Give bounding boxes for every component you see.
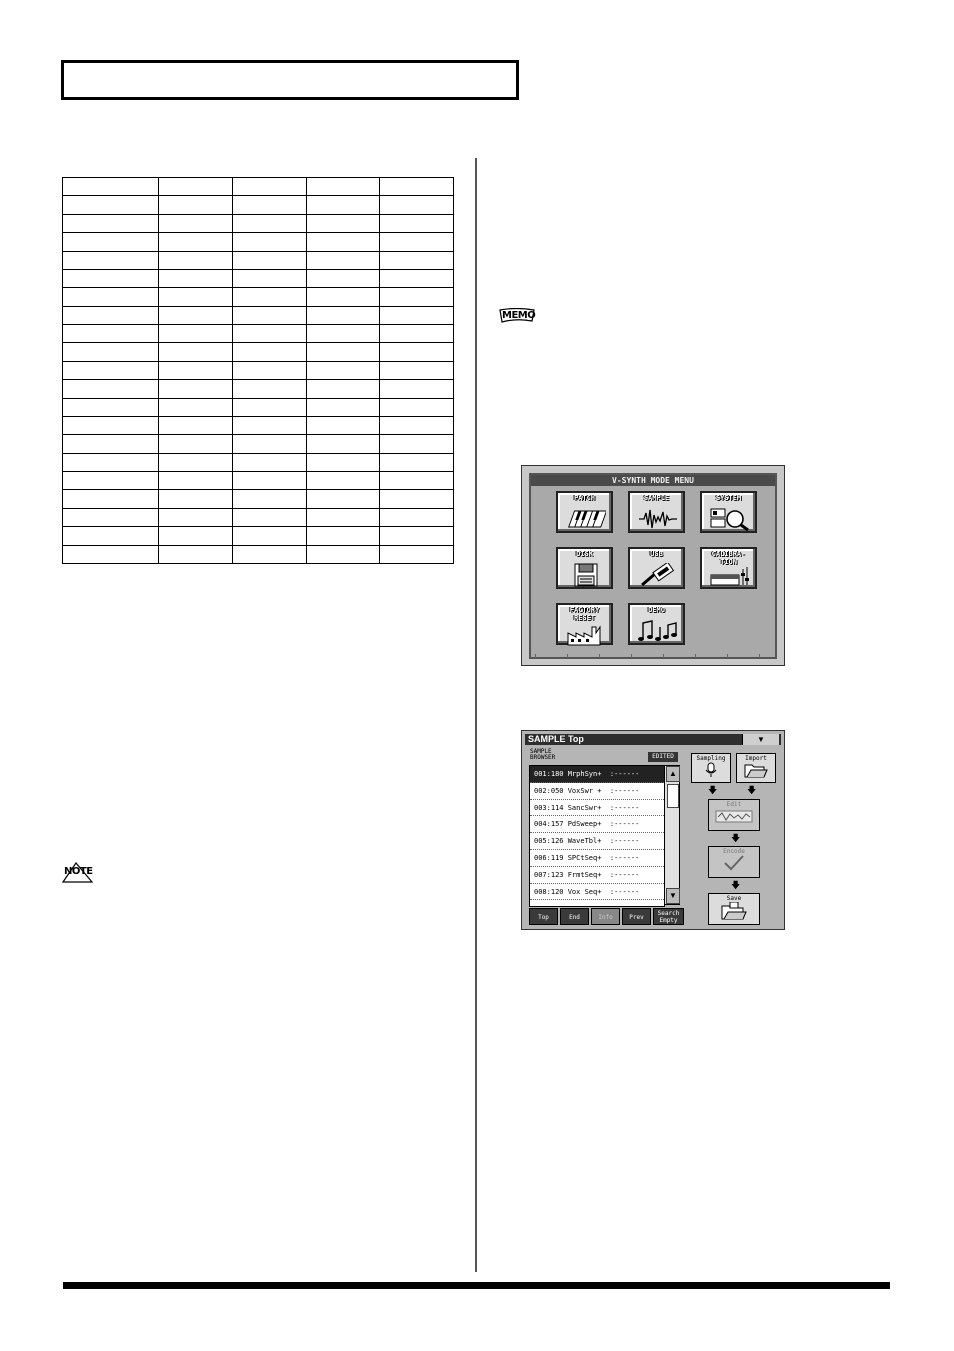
table-cell [159, 508, 233, 526]
table-row [63, 196, 454, 214]
usb-plug-icon [638, 563, 678, 587]
table-cell [380, 196, 454, 214]
save-label: Save [726, 895, 742, 902]
table-cell [63, 435, 159, 453]
sample-browser-label: SAMPLE BROWSER [530, 748, 556, 761]
table-cell [306, 343, 380, 361]
table-cell [306, 435, 380, 453]
table-cell [232, 325, 306, 343]
tab-prev[interactable]: Prev [622, 908, 651, 925]
table-cell [306, 214, 380, 232]
table-cell [63, 306, 159, 324]
table-cell [232, 527, 306, 545]
table-cell [159, 178, 233, 196]
table-row [63, 435, 454, 453]
table-cell [306, 398, 380, 416]
calibration-label: CALIBRA- TION [711, 550, 746, 566]
sample-list-item[interactable]: 001:180 MrphSyn+ :------ [530, 766, 664, 783]
table-cell [380, 214, 454, 232]
table-cell [159, 361, 233, 379]
table-cell [159, 527, 233, 545]
sample-tab-bar [529, 908, 683, 925]
table-cell [380, 508, 454, 526]
table-cell [159, 214, 233, 232]
sample-label: SAMPLE [643, 494, 670, 502]
usb-label: USB [650, 550, 663, 558]
table-cell [159, 233, 233, 251]
table-row [63, 416, 454, 434]
table-row [63, 251, 454, 269]
factory-reset-label: FACTORY RESET [569, 606, 600, 622]
table-cell [232, 398, 306, 416]
table-row [63, 398, 454, 416]
table-cell [306, 508, 380, 526]
table-cell [380, 178, 454, 196]
table-cell [63, 508, 159, 526]
table-cell [232, 214, 306, 232]
table-cell [232, 435, 306, 453]
table-cell [306, 306, 380, 324]
table-cell [306, 527, 380, 545]
table-cell [63, 527, 159, 545]
sample-list[interactable] [529, 765, 665, 907]
table-cell [306, 269, 380, 287]
table-cell [380, 361, 454, 379]
factory-icon [566, 623, 606, 647]
table-cell [63, 214, 159, 232]
table-row [63, 343, 454, 361]
arrow-down-icon: 🡇 [747, 785, 757, 795]
edited-badge: EDITED [648, 752, 678, 762]
encode-button[interactable] [708, 846, 760, 878]
table-cell [380, 269, 454, 287]
magnifier-icon [710, 507, 750, 531]
table-cell [232, 269, 306, 287]
table-cell [63, 361, 159, 379]
table-cell [306, 233, 380, 251]
table-row [63, 306, 454, 324]
scroll-thumb[interactable] [667, 784, 679, 808]
factory-reset-button[interactable] [556, 603, 613, 645]
table-cell [380, 288, 454, 306]
keyboard-sliders-icon [710, 565, 750, 589]
table-cell [380, 545, 454, 564]
table-cell [380, 398, 454, 416]
parameter-table [62, 177, 454, 564]
arrow-down-icon: 🡇 [708, 785, 718, 795]
table-cell [159, 269, 233, 287]
table-cell [232, 306, 306, 324]
table-cell [159, 306, 233, 324]
table-cell [159, 416, 233, 434]
sample-list-item[interactable]: 007:123 FrmtSeq+ :------ [530, 867, 664, 884]
microphone-icon [704, 762, 718, 778]
sample-top-titlebar [525, 734, 781, 745]
sample-button[interactable] [628, 491, 685, 533]
table-row [63, 361, 454, 379]
sample-list-scrollbar[interactable] [664, 765, 680, 905]
table-cell [159, 380, 233, 398]
import-label: Import [745, 755, 767, 762]
table-cell [63, 453, 159, 471]
system-button[interactable] [700, 491, 757, 533]
table-cell [159, 251, 233, 269]
table-cell [306, 325, 380, 343]
table-row [63, 472, 454, 490]
table-cell [380, 233, 454, 251]
sample-list-item[interactable]: 005:126 WaveTbl+ :------ [530, 833, 664, 850]
patch-button[interactable] [556, 491, 613, 533]
table-cell [159, 288, 233, 306]
table-cell [306, 545, 380, 564]
table-cell [63, 325, 159, 343]
table-cell [63, 251, 159, 269]
table-row [63, 178, 454, 196]
music-notes-icon [638, 619, 678, 643]
table-cell [159, 343, 233, 361]
floppy-disk-icon [566, 563, 606, 587]
mode-menu-window [529, 473, 777, 659]
table-cell [380, 306, 454, 324]
mode-menu-screenshot [521, 465, 785, 666]
scroll-down-icon[interactable]: ▼ [666, 888, 680, 904]
table-cell [380, 343, 454, 361]
table-cell [380, 527, 454, 545]
table-cell [306, 251, 380, 269]
sampling-label: Sampling [696, 755, 726, 762]
edit-button[interactable] [708, 799, 760, 831]
waveform-icon [638, 507, 678, 531]
sample-list-item[interactable]: 004:157 PdSweep+ :------ [530, 816, 664, 833]
sampling-button[interactable] [691, 753, 731, 783]
table-cell [159, 472, 233, 490]
table-cell [63, 233, 159, 251]
sample-list-item[interactable]: 006:119 SPCtSeq+ :------ [530, 850, 664, 867]
table-cell [306, 288, 380, 306]
calibration-button[interactable] [700, 547, 757, 589]
table-cell [159, 490, 233, 508]
scroll-up-icon[interactable]: ▲ [666, 766, 680, 782]
table-cell [306, 472, 380, 490]
table-cell [232, 545, 306, 564]
sample-top-title: SAMPLE Top [528, 734, 584, 744]
patch-label: PATCH [573, 494, 596, 502]
table-cell [306, 453, 380, 471]
table-cell [63, 178, 159, 196]
note-icon [62, 862, 94, 884]
table-row [63, 380, 454, 398]
table-cell [63, 545, 159, 564]
table-row [63, 214, 454, 232]
folder-open-icon [744, 762, 768, 778]
tab-info[interactable]: Info [591, 908, 620, 925]
table-cell [63, 196, 159, 214]
table-cell [232, 472, 306, 490]
note-label: NOTE [64, 866, 93, 877]
table-cell [306, 361, 380, 379]
table-cell [159, 453, 233, 471]
arrow-down-icon: 🡇 [731, 833, 741, 843]
table-row [63, 269, 454, 287]
table-cell [380, 435, 454, 453]
checkmark-icon [722, 855, 746, 871]
tab-end[interactable]: End [560, 908, 589, 925]
table-cell [306, 178, 380, 196]
table-cell [232, 251, 306, 269]
memo-icon [498, 308, 536, 324]
save-button[interactable] [708, 893, 760, 925]
system-label: SYSTEM [715, 494, 742, 502]
table-cell [380, 380, 454, 398]
sample-list-item[interactable]: 002:050 VoxSwr + :------ [530, 783, 664, 800]
demo-button[interactable] [628, 603, 685, 645]
usb-button[interactable] [628, 547, 685, 589]
table-cell [63, 490, 159, 508]
table-cell [380, 490, 454, 508]
disk-button[interactable] [556, 547, 613, 589]
table-cell [232, 196, 306, 214]
table-cell [306, 490, 380, 508]
table-row [63, 490, 454, 508]
wave-edit-icon [714, 808, 754, 824]
table-cell [63, 343, 159, 361]
table-cell [63, 269, 159, 287]
table-cell [232, 453, 306, 471]
tab-search-empty[interactable]: Search Empty [653, 908, 684, 925]
arrow-down-icon: 🡇 [731, 880, 741, 890]
table-row [63, 233, 454, 251]
section-title-box [61, 60, 519, 100]
mode-menu-title: V-SYNTH MODE MENU [531, 475, 775, 486]
table-cell [232, 508, 306, 526]
demo-label: DEMO [648, 606, 665, 614]
table-cell [232, 380, 306, 398]
table-cell [63, 398, 159, 416]
table-cell [380, 416, 454, 434]
encode-label: Encode [723, 848, 745, 855]
column-divider [475, 158, 477, 1272]
sample-list-item[interactable]: 008:120 Vox Seq+ :------ [530, 884, 664, 901]
footer-rule [63, 1282, 890, 1289]
table-cell [306, 416, 380, 434]
table-row [63, 325, 454, 343]
table-cell [159, 545, 233, 564]
table-row [63, 508, 454, 526]
table-row [63, 527, 454, 545]
table-cell [306, 380, 380, 398]
mode-menu-bottom-ticks [535, 654, 773, 658]
memo-label: MEMO [502, 310, 536, 321]
table-cell [232, 343, 306, 361]
tab-top[interactable]: Top [529, 908, 558, 925]
table-cell [63, 472, 159, 490]
table-cell [232, 233, 306, 251]
table-cell [63, 416, 159, 434]
table-cell [232, 416, 306, 434]
table-cell [380, 453, 454, 471]
table-cell [380, 251, 454, 269]
table-cell [63, 288, 159, 306]
table-cell [306, 196, 380, 214]
sample-list-item[interactable]: 003:114 SancSwr+ :------ [530, 800, 664, 817]
table-cell [159, 435, 233, 453]
table-row [63, 453, 454, 471]
piano-keys-icon [566, 507, 606, 531]
table-cell [159, 398, 233, 416]
save-folder-icon [721, 902, 747, 920]
table-cell [380, 325, 454, 343]
import-button[interactable] [736, 753, 776, 783]
disk-label: DISK [576, 550, 593, 558]
table-row [63, 545, 454, 564]
sample-top-screenshot [521, 730, 785, 930]
table-cell [232, 288, 306, 306]
table-cell [232, 178, 306, 196]
table-cell [159, 325, 233, 343]
table-cell [232, 361, 306, 379]
table-cell [63, 380, 159, 398]
chevron-down-icon[interactable]: ▼ [742, 734, 779, 745]
table-cell [380, 472, 454, 490]
edit-label: Edit [726, 801, 742, 808]
table-cell [159, 196, 233, 214]
table-row [63, 288, 454, 306]
table-cell [232, 490, 306, 508]
